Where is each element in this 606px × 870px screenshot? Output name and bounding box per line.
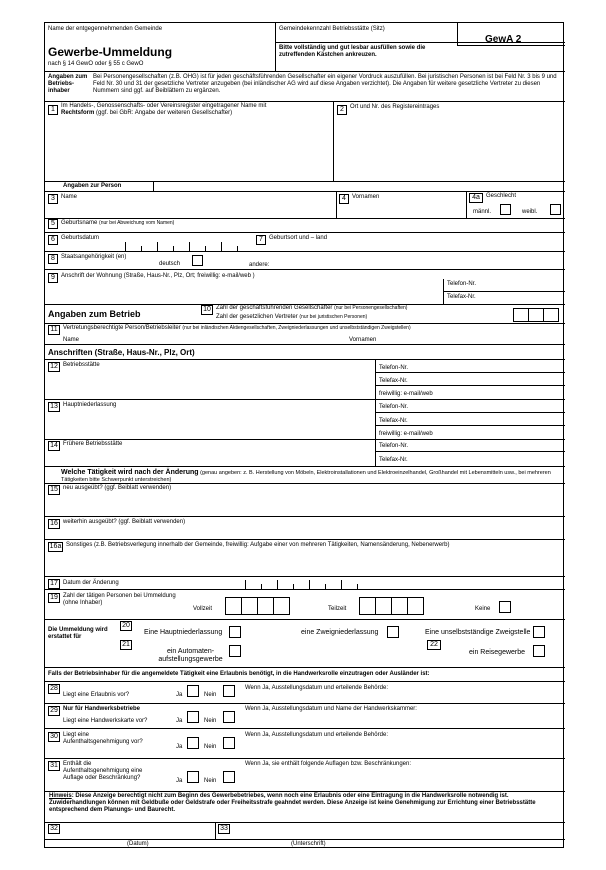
field-11-label: Vertretungsberechtigte Person/Betriebsleiter [63, 325, 181, 331]
activity-title: Welche Tätigkeit wird nach der Änderung [61, 469, 199, 476]
notice-text: : Diese Anzeige berechtigt nicht zum Beginn des Gewerbebetriebes, wenn noch eine Erlaubnis oder eine Eintragung in die Handwerksrolle notwendig ist. Zuwiderhandlungen können mit Geldbuße oder Geldstrafe oder Freiheitsstrafe geahndet werden. Diese Anzeige ist keine Genehmigung zur Errichtung einer Betriebsstätte entsprechend dem Planungs- und Baurecht. [49, 793, 536, 813]
addresses-section-header: Anschriften (Straße, Haus-Nr., Plz, Ort) [48, 348, 195, 357]
field-13-number: 13 [48, 402, 60, 412]
field-13-email-label: freiwillig: e-mail/web [379, 431, 433, 437]
field-11-hint: (nur bei inländischen Aktiengesellschaften, Zweigniederlassungen und unselbstständigen Zweigstellen) [182, 325, 411, 331]
field-10-number: 10 [201, 305, 213, 315]
field-4a-label: Geschlecht [486, 193, 517, 199]
field-29-yes-label: Ja [176, 718, 183, 724]
field-8-number: 8 [48, 254, 58, 264]
field-4a-number: 4a [469, 193, 483, 203]
field-28-no-label: Nein [204, 692, 217, 698]
field-29-question: Liegt eine Handwerkskarte vor? [63, 718, 148, 724]
field-11-name-label: Name [63, 337, 80, 343]
field-1-number: 1 [48, 105, 58, 115]
date-caption: (Datum) [127, 841, 149, 847]
field-29-no-label: Nein [204, 718, 217, 724]
nationality-german-checkbox[interactable] [192, 255, 203, 266]
field-5-label: Geburtsname [61, 220, 98, 226]
field-13-label: Hauptniederlassung [63, 402, 117, 408]
field-13-phone-label: Telefon-Nr. [379, 404, 409, 410]
field-3-label: Name [61, 194, 78, 200]
field-12-phone-label: Telefon-Nr. [379, 365, 409, 371]
main-branch-label: Eine Hauptniederlassung [144, 629, 223, 636]
field-21-number: 21 [120, 640, 132, 650]
field-11-first-names-label: Vornamen [349, 337, 377, 343]
field-28-question: Liegt eine Erlaubnis vor? [63, 692, 130, 698]
field-16-label: weiterhin ausgeübt? (ggf. Beiblatt verwenden) [63, 519, 186, 525]
field-30-no-checkbox[interactable] [223, 737, 235, 749]
permit-section-header: Falls der Betriebsinhaber für die angemeldete Tätigkeit eine Erlaubnis benötigt, in die Handwerksrolle einzutragen oder Ausländer ist: [48, 671, 430, 677]
field-31-number: 31 [48, 761, 60, 771]
field-30-if-yes-label: Wenn Ja, Ausstellungsdatum und erteilende Behörde: [245, 732, 388, 738]
registration-for-label: Die Ummeldung wird erstattet für [48, 627, 108, 640]
field-2-input[interactable] [337, 119, 563, 179]
field-12-email-label: freiwillig: e-mail/web [379, 391, 433, 397]
field-14-fax-label: Telefax-Nr. [379, 457, 408, 463]
field-6-number: 6 [48, 235, 58, 245]
field-2-label: Ort und Nr. des Registereintrages [350, 104, 440, 110]
form-title: Gewerbe-Ummeldung [48, 45, 173, 59]
field-19-fulltime-boxes[interactable] [225, 597, 289, 615]
holder-info-label: Angaben zum Betriebs-inhaber [48, 74, 88, 94]
field-15-number: 15 [48, 485, 60, 495]
field-29-no-checkbox[interactable] [223, 711, 235, 723]
gender-female-label: weibl. [522, 209, 538, 215]
field-13-fax-label: Telefax-Nr. [379, 418, 408, 424]
field-29-if-yes-label: Wenn Ja, Ausstellungsdatum und Name der Handwerkskammer: [245, 706, 417, 712]
field-14-phone-label: Telefon-Nr. [379, 443, 409, 449]
field-14-label: Frühere Betriebsstätte [63, 441, 123, 447]
field-31-yes-label: Ja [176, 778, 183, 784]
field-8-label: Staatsangehörigkeit (en) [61, 254, 127, 260]
field-30-question: Liegt eine Aufenthaltsgenehmigung vor? [63, 732, 143, 745]
field-14-number: 14 [48, 441, 60, 451]
notice [49, 793, 561, 814]
field-29-title: Nur für Handwerksbetriebe [63, 706, 141, 712]
form-code: GewA 2 [485, 34, 522, 45]
field-30-no-label: Nein [204, 744, 217, 750]
dependent-branch-label: Eine unselbstständige Zweigstelle [425, 629, 531, 636]
field-15-label: neu ausgeübt? (ggf. Beiblatt verwenden) [63, 485, 172, 491]
field-6-label: Geburtsdatum [61, 235, 100, 241]
legal-basis: nach § 14 GewO oder § 55 c GewO [48, 61, 144, 67]
gender-female-checkbox[interactable] [550, 204, 561, 215]
field-17-label: Datum der Änderung [63, 580, 119, 586]
field-29-number: 29 [48, 706, 60, 716]
field-32-number: 32 [48, 824, 60, 834]
field-9-number: 9 [48, 273, 58, 283]
field-19-number: 19 [48, 593, 60, 603]
field-1-input[interactable] [48, 119, 330, 179]
field-19-parttime-label: Teilzeit [328, 606, 347, 612]
field-12-number: 12 [48, 362, 60, 372]
field-1-label-legal-form: Rechtsform [61, 110, 95, 116]
field-30-yes-label: Ja [176, 744, 183, 750]
field-12-label: Betriebsstätte [63, 362, 100, 368]
signature-caption: (Unterschrift) [291, 841, 326, 847]
travel-trade-label: ein Reisegewerbe [469, 649, 526, 656]
field-10-hint-2: (nur bei juristischen Personen) [299, 314, 368, 320]
field-31-no-label: Nein [204, 778, 217, 784]
notice-label: Hinweis [49, 793, 72, 799]
gender-male-label: männl. [473, 209, 492, 215]
field-28-yes-label: Ja [176, 692, 183, 698]
field-16-number: 16 [48, 519, 60, 529]
gender-male-checkbox[interactable] [500, 204, 511, 215]
field-19-none-label: Keine [475, 606, 491, 612]
field-19-label: Zahl der tätigen Personen bei Ummeldung (ohne Inhaber) [63, 593, 176, 606]
field-22-number: 22 [427, 640, 441, 650]
date-input[interactable] [45, 823, 215, 839]
field-17-number: 17 [48, 579, 60, 589]
business-section-header: Angaben zum Betrieb [48, 309, 141, 319]
fill-instruction: Bitte vollständig und gut lesbar ausfüllen sowie die zutreffenden Kästchen ankreuzen. [279, 45, 426, 58]
field-7-label: Geburtsort und – land [269, 235, 328, 241]
receiving-municipality-label: Name der entgegennehmenden Gemeinde [48, 26, 163, 32]
field-19-fulltime-label: Vollzeit [193, 606, 213, 612]
field-2-number: 2 [337, 105, 347, 115]
branch-label: eine Zweigniederlassung [301, 629, 379, 636]
field-30-number: 30 [48, 732, 60, 742]
municipality-code-label: Gemeindekennzahl Betriebsstätte (Sitz) [279, 26, 385, 32]
dependent-branch-checkbox[interactable] [533, 626, 545, 638]
field-28-if-yes-label: Wenn Ja, Ausstellungsdatum und erteilende Behörde: [245, 685, 388, 691]
field-28-number: 28 [48, 684, 60, 694]
field-10-label-2: Zahl der gesetzlichen Vertreter [216, 314, 298, 320]
field-7-number: 7 [256, 235, 266, 245]
form-page [44, 22, 564, 848]
field-4-number: 4 [339, 194, 349, 204]
field-16a-label: Sonstiges (z.B. Betriebsverlegung innerhalb der Gemeinde, freiwillig: Aufgabe einer von mehreren Tätigkeiten, Namensänderung, Nebenerwerb) [66, 542, 450, 548]
field-19-parttime-boxes[interactable] [359, 597, 423, 615]
travel-trade-checkbox[interactable] [533, 645, 545, 657]
field-10-label: Zahl der geschäftsführenden Gesellschafter [216, 305, 333, 311]
field-1-label-hint: (ggf. bei GbR: Angabe der weiteren Gesellschafter) [96, 110, 233, 116]
field-3-number: 3 [48, 194, 58, 204]
vending-checkbox[interactable] [229, 645, 241, 657]
field-20-number: 20 [120, 621, 132, 631]
field-5-hint: (nur bei Abweichung vom Namen) [99, 220, 175, 226]
field-9-phone-label: Telefon-Nr. [447, 281, 477, 287]
field-19-none-checkbox[interactable] [499, 601, 511, 613]
field-9-label: Anschrift der Wohnung (Straße, Haus-Nr., Plz, Ort; freiwillig: e-mail/web ) [61, 273, 255, 279]
nationality-other-label: andere: [249, 262, 270, 268]
field-30-yes-checkbox[interactable] [187, 737, 199, 749]
holder-info-text: Bei Personengesellschaften (z.B. OHG) ist für jeden geschäftsführenden Gesellschafter ein eigener Vordruck auszufüllen. Bei juristischen Personen ist bei Feld Nr. 3 bis 9 und Feld Nr. 30 und 31 der gesetzliche Vertreter anzugeben (bei inländischer AG wird auf diese Angaben verzichtet). Die Angaben für weitere gesetzliche Vertreter zu diesen Nummern sind ggf. auf Beiblättern zu ergänzen. [93, 74, 557, 94]
field-28-no-checkbox[interactable] [223, 685, 235, 697]
field-4-label: Vornamen [352, 194, 380, 200]
field-33-number: 33 [218, 824, 230, 834]
field-31-if-yes-label: Wenn Ja, sie enthält folgende Auflagen bzw. Beschränkungen: [245, 761, 412, 767]
field-31-question: Enthält die Aufenthaltsgenehmigung eine Auflage oder Beschränkung? [63, 761, 143, 781]
field-10-count-boxes[interactable] [513, 308, 558, 322]
main-branch-checkbox[interactable] [229, 626, 241, 638]
signature-input[interactable] [233, 823, 563, 839]
field-9-fax-label: Telefax-Nr. [447, 294, 476, 300]
vending-label: ein Automaten-aufstellungsgewerbe [158, 648, 223, 663]
field-31-yes-checkbox[interactable] [187, 771, 199, 783]
field-10-hint: (nur bei Personengesellschaften) [334, 305, 408, 311]
person-section-header: Angaben zur Person [63, 183, 122, 189]
field-12-fax-label: Telefax-Nr. [379, 378, 408, 384]
field-29-yes-checkbox[interactable] [187, 711, 199, 723]
field-11-number: 11 [48, 325, 60, 335]
branch-checkbox[interactable] [387, 626, 399, 638]
nationality-german-label: deutsch [159, 261, 181, 267]
field-31-no-checkbox[interactable] [223, 771, 235, 783]
field-5-number: 5 [48, 219, 58, 229]
field-28-yes-checkbox[interactable] [187, 685, 199, 697]
field-1-label: Im Handels-, Genossenschafts- oder Vereinsregister eingetragener Name mit [61, 103, 267, 109]
field-16a-number: 16a [49, 543, 62, 550]
activity-hint: (genau angeben: z. B. Herstellung von Möbeln, Elektroinstallationen und Elektroeinzelhandel, Großhandel mit Lebensmitteln usw., bei mehreren Tätigkeiten bitte Schwerpunkt unterstreichen) [61, 470, 551, 483]
